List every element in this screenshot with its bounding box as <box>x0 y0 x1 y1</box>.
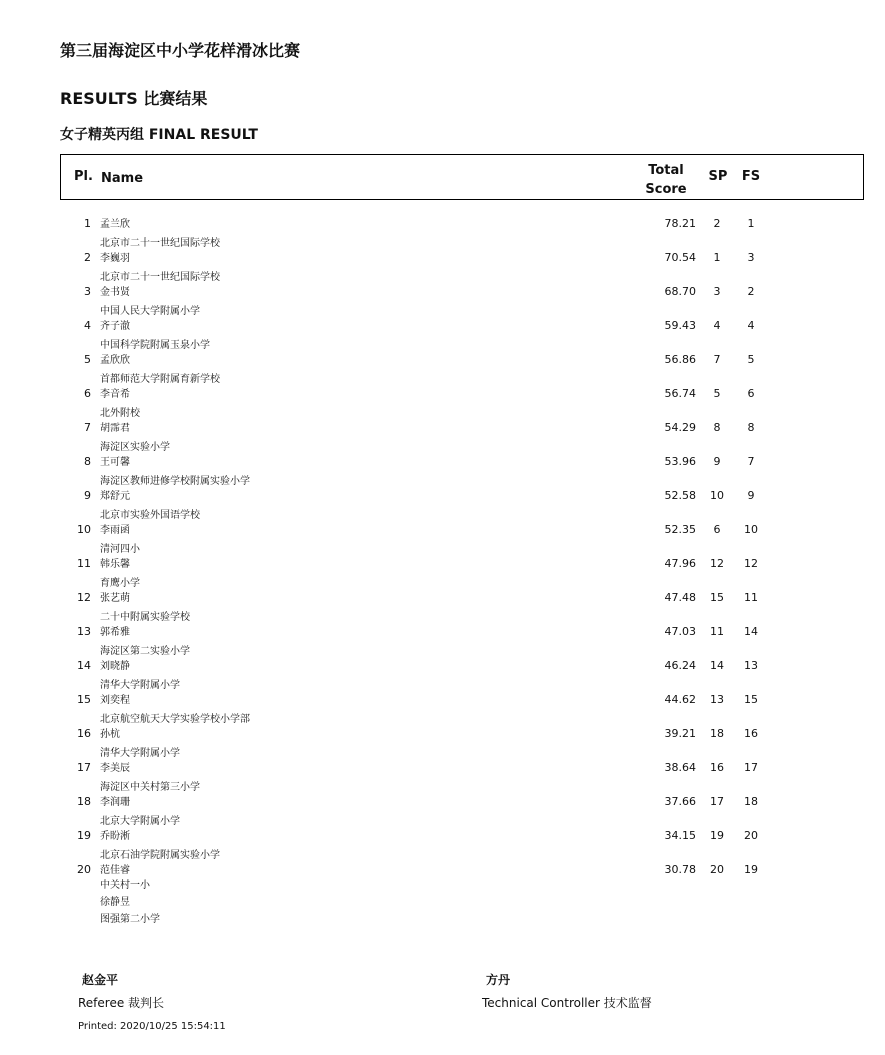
club-cell: 北外附校 <box>100 408 140 419</box>
club-cell: 北京航空航天大学实验学校小学部 <box>100 714 250 725</box>
place-cell: 12 <box>77 591 91 604</box>
place-cell: 10 <box>77 523 91 536</box>
fs-rank-cell: 12 <box>744 557 758 570</box>
table-row <box>60 574 864 608</box>
sp-rank-cell: 10 <box>710 489 724 502</box>
extra-lines <box>100 877 160 928</box>
place-cell: 1 <box>84 217 91 230</box>
table-row <box>60 540 864 574</box>
skater-name-cell: 李雨函 <box>100 525 130 536</box>
club-cell: 海淀区实验小学 <box>100 442 170 453</box>
place-cell: 18 <box>77 795 91 808</box>
skater-name-cell: 金书贤 <box>100 287 130 298</box>
skater-name-cell: 孟兰欣 <box>100 219 130 230</box>
fs-rank-cell: 11 <box>744 591 758 604</box>
category-title: 女子精英丙组 FINAL RESULT <box>60 127 258 143</box>
club-cell: 北京大学附属小学 <box>100 816 180 827</box>
total-score-cell: 38.64 <box>664 761 696 774</box>
total-score-cell: 39.21 <box>664 727 696 740</box>
club-cell: 海淀区中关村第三小学 <box>100 782 200 793</box>
fs-rank-cell: 3 <box>747 251 755 264</box>
header-name: Name <box>101 171 144 186</box>
skater-name-cell: 范佳睿 <box>100 865 130 876</box>
header-fs: FS <box>741 169 761 184</box>
club-cell: 二十中附属实验学校 <box>100 612 190 623</box>
sp-rank-cell: 19 <box>710 829 724 842</box>
skater-name-cell: 刘奕程 <box>100 695 130 706</box>
sp-rank-cell: 14 <box>710 659 724 672</box>
fs-rank-cell: 6 <box>747 387 755 400</box>
total-score-cell: 54.29 <box>664 421 696 434</box>
place-cell: 15 <box>77 693 91 706</box>
skater-name-cell: 孙杭 <box>100 729 120 740</box>
place-cell: 19 <box>77 829 91 842</box>
fs-rank-cell: 9 <box>747 489 755 502</box>
total-score-cell: 52.35 <box>664 523 696 536</box>
skater-name-cell: 胡霈君 <box>100 423 130 434</box>
fs-rank-cell: 10 <box>744 523 758 536</box>
fs-rank-cell: 19 <box>744 863 758 876</box>
sp-rank-cell: 9 <box>713 455 721 468</box>
fs-rank-cell: 13 <box>744 659 758 672</box>
table-row <box>60 204 864 234</box>
skater-name-cell: 李美辰 <box>100 763 130 774</box>
place-cell: 20 <box>77 863 91 876</box>
total-score-cell: 59.43 <box>664 319 696 332</box>
skater-name-cell: 王可馨 <box>100 457 130 468</box>
fs-rank-cell: 7 <box>747 455 755 468</box>
skater-name-cell: 李巍羽 <box>100 253 130 264</box>
header-total-line1: Total <box>648 163 684 178</box>
referee-name: 赵金平 <box>82 973 119 987</box>
printed-timestamp: Printed: 2020/10/25 15:54:11 <box>78 1021 226 1032</box>
club-cell: 清河四小 <box>100 544 140 555</box>
table-row <box>60 846 864 880</box>
total-score-cell: 47.03 <box>664 625 696 638</box>
total-score-cell: 44.62 <box>664 693 696 706</box>
fs-rank-cell: 5 <box>747 353 755 366</box>
club-cell: 清华大学附属小学 <box>100 680 180 691</box>
sp-rank-cell: 20 <box>710 863 724 876</box>
place-cell: 7 <box>84 421 91 434</box>
results-table-header <box>60 154 864 200</box>
table-row <box>60 812 864 846</box>
club-cell: 北京市二十一世纪国际学校 <box>100 238 220 249</box>
sp-rank-cell: 18 <box>710 727 724 740</box>
fs-rank-cell: 4 <box>747 319 755 332</box>
place-cell: 16 <box>77 727 91 740</box>
sp-rank-cell: 7 <box>713 353 721 366</box>
sp-rank-cell: 4 <box>713 319 721 332</box>
table-row <box>60 438 864 472</box>
table-row <box>60 404 864 438</box>
sp-rank-cell: 8 <box>713 421 721 434</box>
club-cell: 北京石油学院附属实验小学 <box>100 850 220 861</box>
fs-rank-cell: 14 <box>744 625 758 638</box>
place-cell: 9 <box>84 489 91 502</box>
table-row <box>60 268 864 302</box>
total-score-cell: 37.66 <box>664 795 696 808</box>
table-row <box>60 234 864 268</box>
skater-name-cell: 李音希 <box>100 389 130 400</box>
skater-name-cell: 孟欣欣 <box>100 355 130 366</box>
header-total-score <box>641 161 691 199</box>
table-row <box>60 506 864 540</box>
club-cell: 北京市二十一世纪国际学校 <box>100 272 220 283</box>
place-cell: 5 <box>84 353 91 366</box>
club-cell: 中国人民大学附属小学 <box>100 306 200 317</box>
total-score-cell: 47.96 <box>664 557 696 570</box>
total-score-cell: 52.58 <box>664 489 696 502</box>
sp-rank-cell: 12 <box>710 557 724 570</box>
fs-rank-cell: 1 <box>747 217 755 230</box>
club-cell: 中国科学院附属玉泉小学 <box>100 340 210 351</box>
total-score-cell: 34.15 <box>664 829 696 842</box>
place-cell: 2 <box>84 251 91 264</box>
extra-line: 图强第二小学 <box>100 914 160 925</box>
fs-rank-cell: 15 <box>744 693 758 706</box>
club-cell: 北京市实验外国语学校 <box>100 510 200 521</box>
skater-name-cell: 刘晓静 <box>100 661 130 672</box>
table-row <box>60 710 864 744</box>
skater-name-cell: 郑舒元 <box>100 491 130 502</box>
skater-name-cell: 乔盼淅 <box>100 831 130 842</box>
sp-rank-cell: 5 <box>713 387 721 400</box>
header-total-line2: Score <box>645 182 687 197</box>
table-row <box>60 336 864 370</box>
sp-rank-cell: 2 <box>713 217 721 230</box>
fs-rank-cell: 18 <box>744 795 758 808</box>
club-cell: 育鹰小学 <box>100 578 140 589</box>
total-score-cell: 56.74 <box>664 387 696 400</box>
total-score-cell: 47.48 <box>664 591 696 604</box>
sp-rank-cell: 16 <box>710 761 724 774</box>
fs-rank-cell: 17 <box>744 761 758 774</box>
total-score-cell: 46.24 <box>664 659 696 672</box>
fs-rank-cell: 2 <box>747 285 755 298</box>
skater-name-cell: 郭希雅 <box>100 627 130 638</box>
table-row <box>60 472 864 506</box>
place-cell: 17 <box>77 761 91 774</box>
place-cell: 8 <box>84 455 91 468</box>
fs-rank-cell: 20 <box>744 829 758 842</box>
table-row <box>60 370 864 404</box>
sp-rank-cell: 1 <box>713 251 721 264</box>
sp-rank-cell: 3 <box>713 285 721 298</box>
total-score-cell: 68.70 <box>664 285 696 298</box>
skater-name-cell: 韩乐馨 <box>100 559 130 570</box>
table-row <box>60 778 864 812</box>
place-cell: 11 <box>77 557 91 570</box>
header-sp: SP <box>708 169 728 184</box>
extra-line: 中关村一小 <box>100 880 150 891</box>
club-cell: 海淀区第二实验小学 <box>100 646 190 657</box>
place-cell: 6 <box>84 387 91 400</box>
fs-rank-cell: 8 <box>747 421 755 434</box>
club-cell: 清华大学附属小学 <box>100 748 180 759</box>
technical-controller-role: Technical Controller 技术监督 <box>482 996 652 1010</box>
club-cell: 首都师范大学附属育新学校 <box>100 374 220 385</box>
table-row <box>60 676 864 710</box>
sp-rank-cell: 6 <box>713 523 721 536</box>
sp-rank-cell: 13 <box>710 693 724 706</box>
place-cell: 4 <box>84 319 91 332</box>
skater-name-cell: 张艺萌 <box>100 593 130 604</box>
skater-name-cell: 齐子澈 <box>100 321 130 332</box>
total-score-cell: 56.86 <box>664 353 696 366</box>
table-row <box>60 302 864 336</box>
referee-role: Referee 裁判长 <box>78 996 165 1010</box>
club-cell: 海淀区教师进修学校附属实验小学 <box>100 476 250 487</box>
table-row <box>60 744 864 778</box>
place-cell: 14 <box>77 659 91 672</box>
skater-name-cell: 李润珊 <box>100 797 130 808</box>
sp-rank-cell: 17 <box>710 795 724 808</box>
header-place: Pl. <box>74 169 93 184</box>
sp-rank-cell: 11 <box>710 625 724 638</box>
sp-rank-cell: 15 <box>710 591 724 604</box>
place-cell: 13 <box>77 625 91 638</box>
event-title: 第三届海淀区中小学花样滑冰比赛 <box>60 41 301 60</box>
table-row <box>60 608 864 642</box>
fs-rank-cell: 16 <box>744 727 758 740</box>
place-cell: 3 <box>84 285 91 298</box>
results-table-body <box>60 204 864 880</box>
table-row <box>60 642 864 676</box>
total-score-cell: 30.78 <box>664 863 696 876</box>
results-title: RESULTS 比赛结果 <box>60 89 208 108</box>
total-score-cell: 78.21 <box>664 217 696 230</box>
total-score-cell: 53.96 <box>664 455 696 468</box>
total-score-cell: 70.54 <box>664 251 696 264</box>
technical-controller-name: 方丹 <box>486 973 511 987</box>
extra-line: 徐静昱 <box>100 897 130 908</box>
